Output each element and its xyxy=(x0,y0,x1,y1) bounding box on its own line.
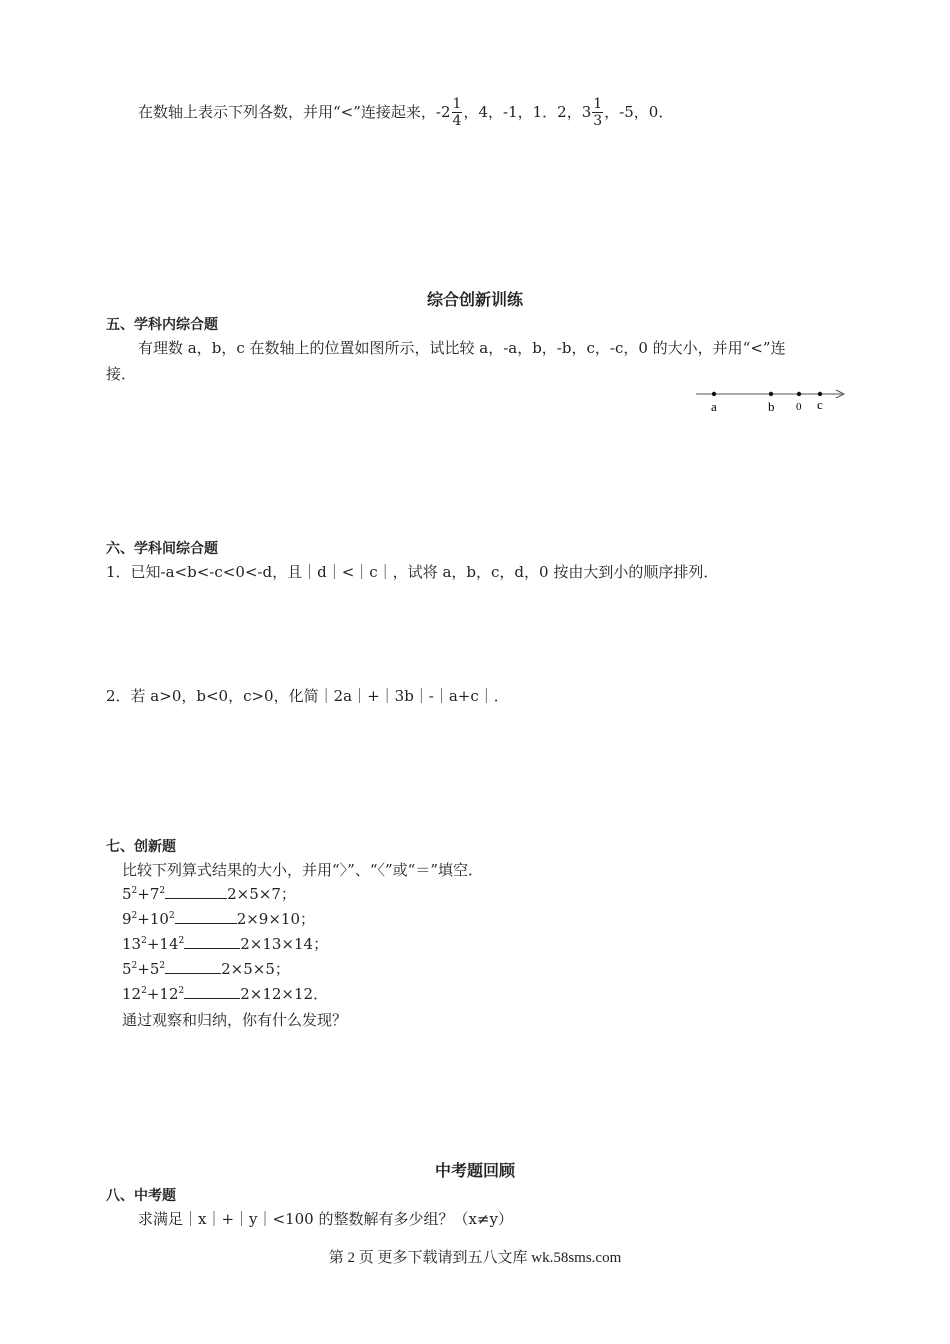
section-5-title: 五、学科内综合题 xyxy=(106,317,218,333)
fraction-2-numerator: 1 xyxy=(593,95,603,112)
section-7-title: 七、创新题 xyxy=(106,839,176,855)
section-8-title: 八、中考题 xyxy=(106,1188,176,1204)
section-6-question-2: 2．若 a>0，b<0，c>0，化简｜2a｜+｜3b｜-｜a+c｜． xyxy=(106,687,509,705)
label-c: c xyxy=(817,397,823,412)
answer-blank[interactable] xyxy=(165,959,221,974)
compare-row: $12^2+12^2$ 2×12×12． xyxy=(122,985,329,1003)
section-6-question-1: 1．已知-a<b<-c<0<-d，且｜d｜<｜c｜，试将 a，b，c，d，0 按由大到小的顺序排列． xyxy=(106,563,719,581)
section-7-intro: 比较下列算式结果的大小，并用“〉”、“〈”或“＝”填空． xyxy=(122,861,484,879)
number-line-figure xyxy=(690,384,850,418)
fraction-1-denominator: 4 xyxy=(452,112,462,129)
compare-row: $5^2+5^2$ 2×5×5； xyxy=(122,960,290,978)
answer-blank[interactable] xyxy=(184,984,240,999)
top-question-middle: ，4，-1，1．2， xyxy=(463,103,582,121)
top-question-text: 在数轴上表示下列各数，并用“<”连接起来， xyxy=(138,103,436,121)
answer-blank[interactable] xyxy=(175,909,237,924)
top-question xyxy=(138,90,673,134)
point-c xyxy=(818,392,822,396)
fraction-2 xyxy=(592,96,603,129)
fraction-1-numerator: 1 xyxy=(452,95,462,112)
section-7-outro: 通过观察和归纳，你有什么发现？ xyxy=(122,1011,348,1029)
section-6-title: 六、学科间综合题 xyxy=(106,541,218,557)
heading-exam-review: 中考题回顾 xyxy=(434,1161,515,1180)
compare-row: $9^2+10^2$ 2×9×10； xyxy=(122,910,315,928)
fraction-2-denominator: 3 xyxy=(593,112,603,129)
number-1-whole: -2 xyxy=(435,103,451,121)
heading-comprehensive-training: 综合创新训练 xyxy=(426,290,523,309)
point-b xyxy=(769,392,773,396)
label-zero: 0 xyxy=(796,401,802,413)
point-zero xyxy=(797,392,801,396)
label-b: b xyxy=(768,399,775,414)
top-question-end: ，-5，0． xyxy=(604,103,674,121)
section-5-line1: 有理数 a，b，c 在数轴上的位置如图所示，试比较 a，-a，b，-b，c，-c，0 的大小，并用“<”连 xyxy=(138,339,786,357)
section-8-question: 求满足｜x｜+｜y｜<100 的整数解有多少组？（x≠y） xyxy=(138,1210,513,1228)
fraction-1 xyxy=(452,96,463,129)
page-footer: 第 2 页 更多下载请到五八文库 wk.58sms.com xyxy=(328,1250,622,1266)
label-a: a xyxy=(711,399,717,414)
answer-blank[interactable] xyxy=(184,934,240,949)
point-a xyxy=(712,392,716,396)
section-5-line2: 接． xyxy=(106,365,137,383)
compare-row: $13^2+14^2$ 2×13×14； xyxy=(122,935,329,953)
number-2-whole: 3 xyxy=(581,103,592,121)
compare-row: $5^2+7^2$ 2×5×7； xyxy=(122,885,296,903)
answer-blank[interactable] xyxy=(165,884,227,899)
